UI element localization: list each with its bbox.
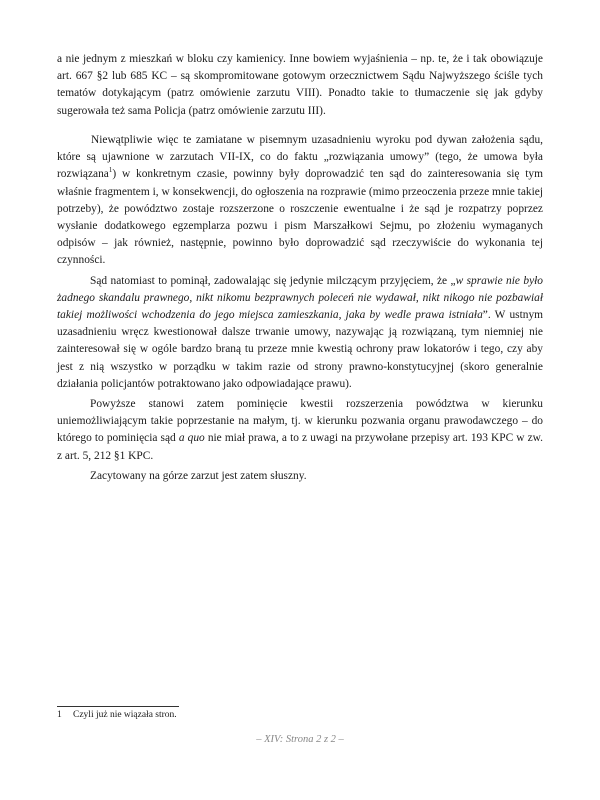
footnote-text: Czyli już nie wiązała stron. xyxy=(73,710,177,720)
footnote-number: 1 xyxy=(57,710,62,720)
paragraph-2-text-a: Niewątpliwie więc te zamiatane w pisemnym uzasadnieniu wyroku pod dywan założenia sądu, które są ujawnione w zarzutach VII-IX, co do faktu „rozwiązania umowy” (tego, że umowa była rozwiązana xyxy=(57,134,543,181)
body-paragraphs xyxy=(57,132,543,488)
paragraph-4 xyxy=(57,396,543,465)
footnote-divider xyxy=(57,706,179,707)
paragraph-3-quote: w sprawie nie było żadnego skandalu prawnego, nikt nikomu bezprawnych poleceń nie wydawał, nikt nikogo nie pozbawiał takiej możliwości wchodzenia do jego miejsca zamieszkania, jaka by wedle prawa istniała xyxy=(57,274,543,322)
page-footer: – XIV: Strona 2 z 2 – xyxy=(256,734,344,745)
footnote xyxy=(57,709,543,721)
paragraph-1-text: a nie jednym z mieszkań w bloku czy kamienicy. Inne bowiem wyjaśnienia – np. te, że i tak obowiązuje art. 667 §2 lub 685 KC – są skompromitowane gotowym orzecznictwem Sądu Najwyższego ściśle tych tematów dotykającym (patrz omówienie zarzutu VIII). Ponadto takie to tłumaczenie się jak gdyby sugerowała też sama Policja (patrz omówienie zarzutu III). xyxy=(57,53,543,117)
paragraph-2 xyxy=(57,132,543,270)
paragraph-1 xyxy=(57,51,543,120)
paragraph-4-text-a: Powyższe stanowi zatem pominięcie kwestii rozszerzenia powództwa w kierunku uniemożliwiającym takie poprzestanie na małym, tj. w kierunku pozwania organu prawodawczego – do którego to pominięcia sąd xyxy=(57,398,543,445)
footnote-reference[interactable]: 1 xyxy=(108,166,113,175)
paragraph-3 xyxy=(57,273,543,393)
paragraph-4-italic: a quo xyxy=(178,432,205,445)
paragraph-3-text-b: ”. W ustnym uzasadnieniu wręcz kwestionował dalsze trwanie umowy, nazywając ją rozwiązaną, tym niemniej nie zainteresował się w ogóle bardzo braną tu przeze mnie kwestią ochrony praw lokatorów i tego, czy aby jest z nią wszystko w porządku w takim razie od strony prawno-konstytucyjnej (skoro generalnie działania policjantów potraktowano jako odpowiadające prawu). xyxy=(57,309,543,390)
paragraph-5: Zacytowany na górze zarzut jest zatem słuszny. xyxy=(90,469,307,482)
paragraph-4-text-b: nie miał prawa, a to z uwagi na przywołane przepisy art. 193 KPC w zw. z art. 5, 212 §1 KPC. xyxy=(57,432,543,462)
paragraph-3-text-a: Sąd natomiast to pominął, zadowalając się jedynie milczącym przyjęciem, że „ xyxy=(90,274,456,287)
paragraph-2-text-b: ) w konkretnym czasie, powinny były doprowadzić ten sąd do zainteresowania się tym właśnie fragmentem i, w konsekwencji, do ogłoszenia na rozprawie (mimo przeoczenia przeze mnie takiej potrzeby), że powództwo zostaje rozszerzone o roszczenie ewentualne i że sąd je rozpatrzy poprzez wysłanie dodatkowego egzemplarza pozwu i pism Marszałkowi Sejmu, po złożeniu wymaganych odpisów – jak również, następnie, powinno było doprowadzić sąd rzeczywiście do wykonania tej czynności. xyxy=(57,168,543,267)
